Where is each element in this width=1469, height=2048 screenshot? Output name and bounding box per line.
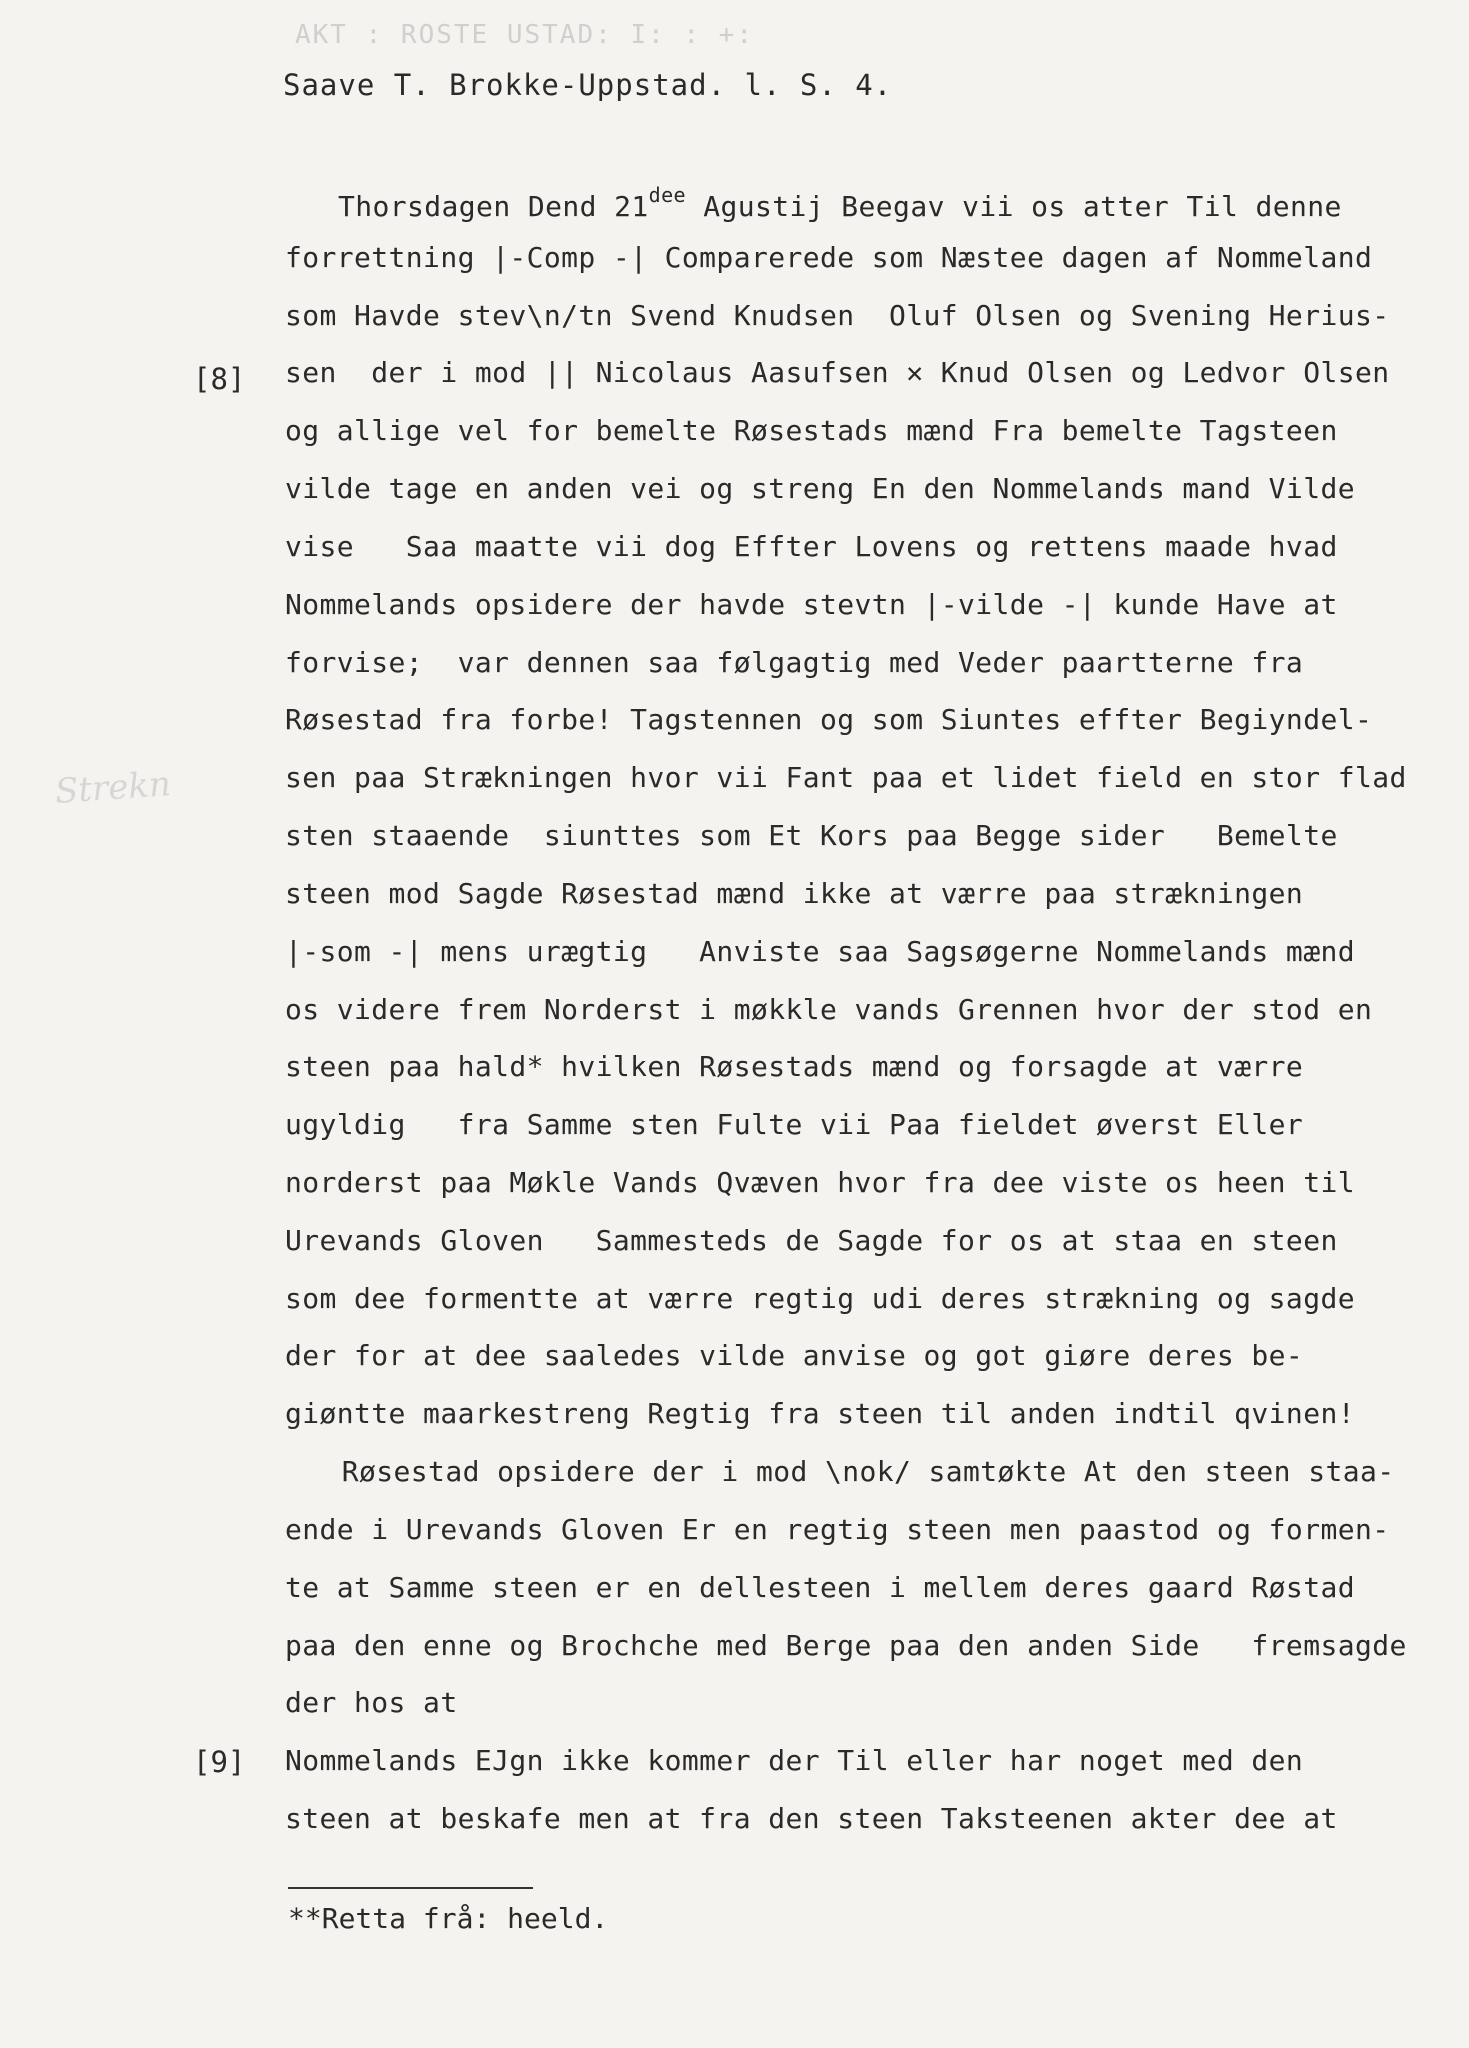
faint-top-stamp: AKT : ROSTE USTAD: I: : +: — [295, 20, 754, 50]
text-line: os videre frem Norderst i møkkle vands Grennen hvor der stod en — [285, 993, 1373, 1026]
text-line: norderst paa Møkle Vands Qvæven hvor fra dee viste os heen til — [285, 1166, 1355, 1199]
text-line: sen paa Strækningen hvor vii Fant paa et lidet field en stor flad — [285, 761, 1407, 794]
page-header: Saave T. Brokke-Uppstad. l. S. 4. — [283, 68, 893, 102]
first-line-post: Agustij Beegav vii os atter Til denne — [685, 190, 1342, 223]
text-line: paa den enne og Brochche med Berge paa den anden Side fremsagde — [285, 1629, 1407, 1662]
text-line: og allige vel for bemelte Røsestads mænd Fra bemelte Tagsteen — [285, 414, 1338, 447]
text-line: Nommelands EJgn ikke kommer der Til eller har noget med den — [285, 1744, 1304, 1777]
text-line-first — [338, 183, 1342, 223]
margin-number-9: [9] — [193, 1745, 246, 1779]
text-line: Urevands Gloven Sammesteds de Sagde for os at staa en steen — [285, 1224, 1338, 1257]
text-line: Nommelands opsidere der havde stevtn |-vilde -| kunde Have at — [285, 588, 1338, 621]
text-line: steen at beskafe men at fra den steen Taksteenen akter dee at — [285, 1802, 1338, 1835]
text-line: Røsestad fra forbe! Tagstennen og som Siuntes effter Begiyndel- — [285, 703, 1373, 736]
margin-number-8: [8] — [193, 362, 246, 396]
text-line: som Havde stev\n/tn Svend Knudsen Oluf Olsen og Svening Herius- — [285, 299, 1390, 332]
first-line-sup: dee — [648, 183, 686, 207]
first-line-pre: Thorsdagen Dend 21 — [338, 190, 649, 223]
text-line: som dee formentte at værre regtig udi deres strækning og sagde — [285, 1282, 1355, 1315]
footnote-rule — [288, 1887, 533, 1889]
text-line: forrettning |-Comp -| Comparerede som Næstee dagen af Nommeland — [285, 241, 1373, 274]
text-line: te at Samme steen er en dellesteen i mellem deres gaard Røstad — [285, 1571, 1355, 1604]
margin-ghost-note: Strekn — [53, 764, 173, 812]
text-line: |-som -| mens urægtig Anviste saa Sagsøgerne Nommelands mænd — [285, 935, 1355, 968]
text-line: der hos at — [285, 1686, 458, 1719]
text-line: vilde tage en anden vei og streng En den Nommelands mand Vilde — [285, 472, 1355, 505]
text-line: steen mod Sagde Røsestad mænd ikke at værre paa strækningen — [285, 877, 1304, 910]
text-line: ugyldig fra Samme sten Fulte vii Paa fieldet øverst Eller — [285, 1108, 1304, 1141]
text-line: giøntte maarkestreng Regtig fra steen til anden indtil qvinen! — [285, 1397, 1355, 1430]
text-line: sten staaende siunttes som Et Kors paa Begge sider Bemelte — [285, 819, 1338, 852]
text-line: der for at dee saaledes vilde anvise og got giøre deres be- — [285, 1339, 1304, 1372]
text-line: vise Saa maatte vii dog Effter Lovens og rettens maade hvad — [285, 530, 1338, 563]
text-line: forvise; var dennen saa følgagtig med Veder paartterne fra — [285, 646, 1304, 679]
text-line: sen der i mod || Nicolaus Aasufsen ✕ Knud Olsen og Ledvor Olsen — [285, 356, 1390, 389]
text-line: ende i Urevands Gloven Er en regtig steen men paastod og formen- — [285, 1513, 1390, 1546]
text-line: steen paa hald* hvilken Røsestads mænd og forsagde at værre — [285, 1050, 1304, 1083]
footnote: **Retta frå: heeld. — [288, 1902, 609, 1935]
text-line: Røsestad opsidere der i mod \nok/ samtøkte At den steen staa- — [290, 1455, 1395, 1488]
